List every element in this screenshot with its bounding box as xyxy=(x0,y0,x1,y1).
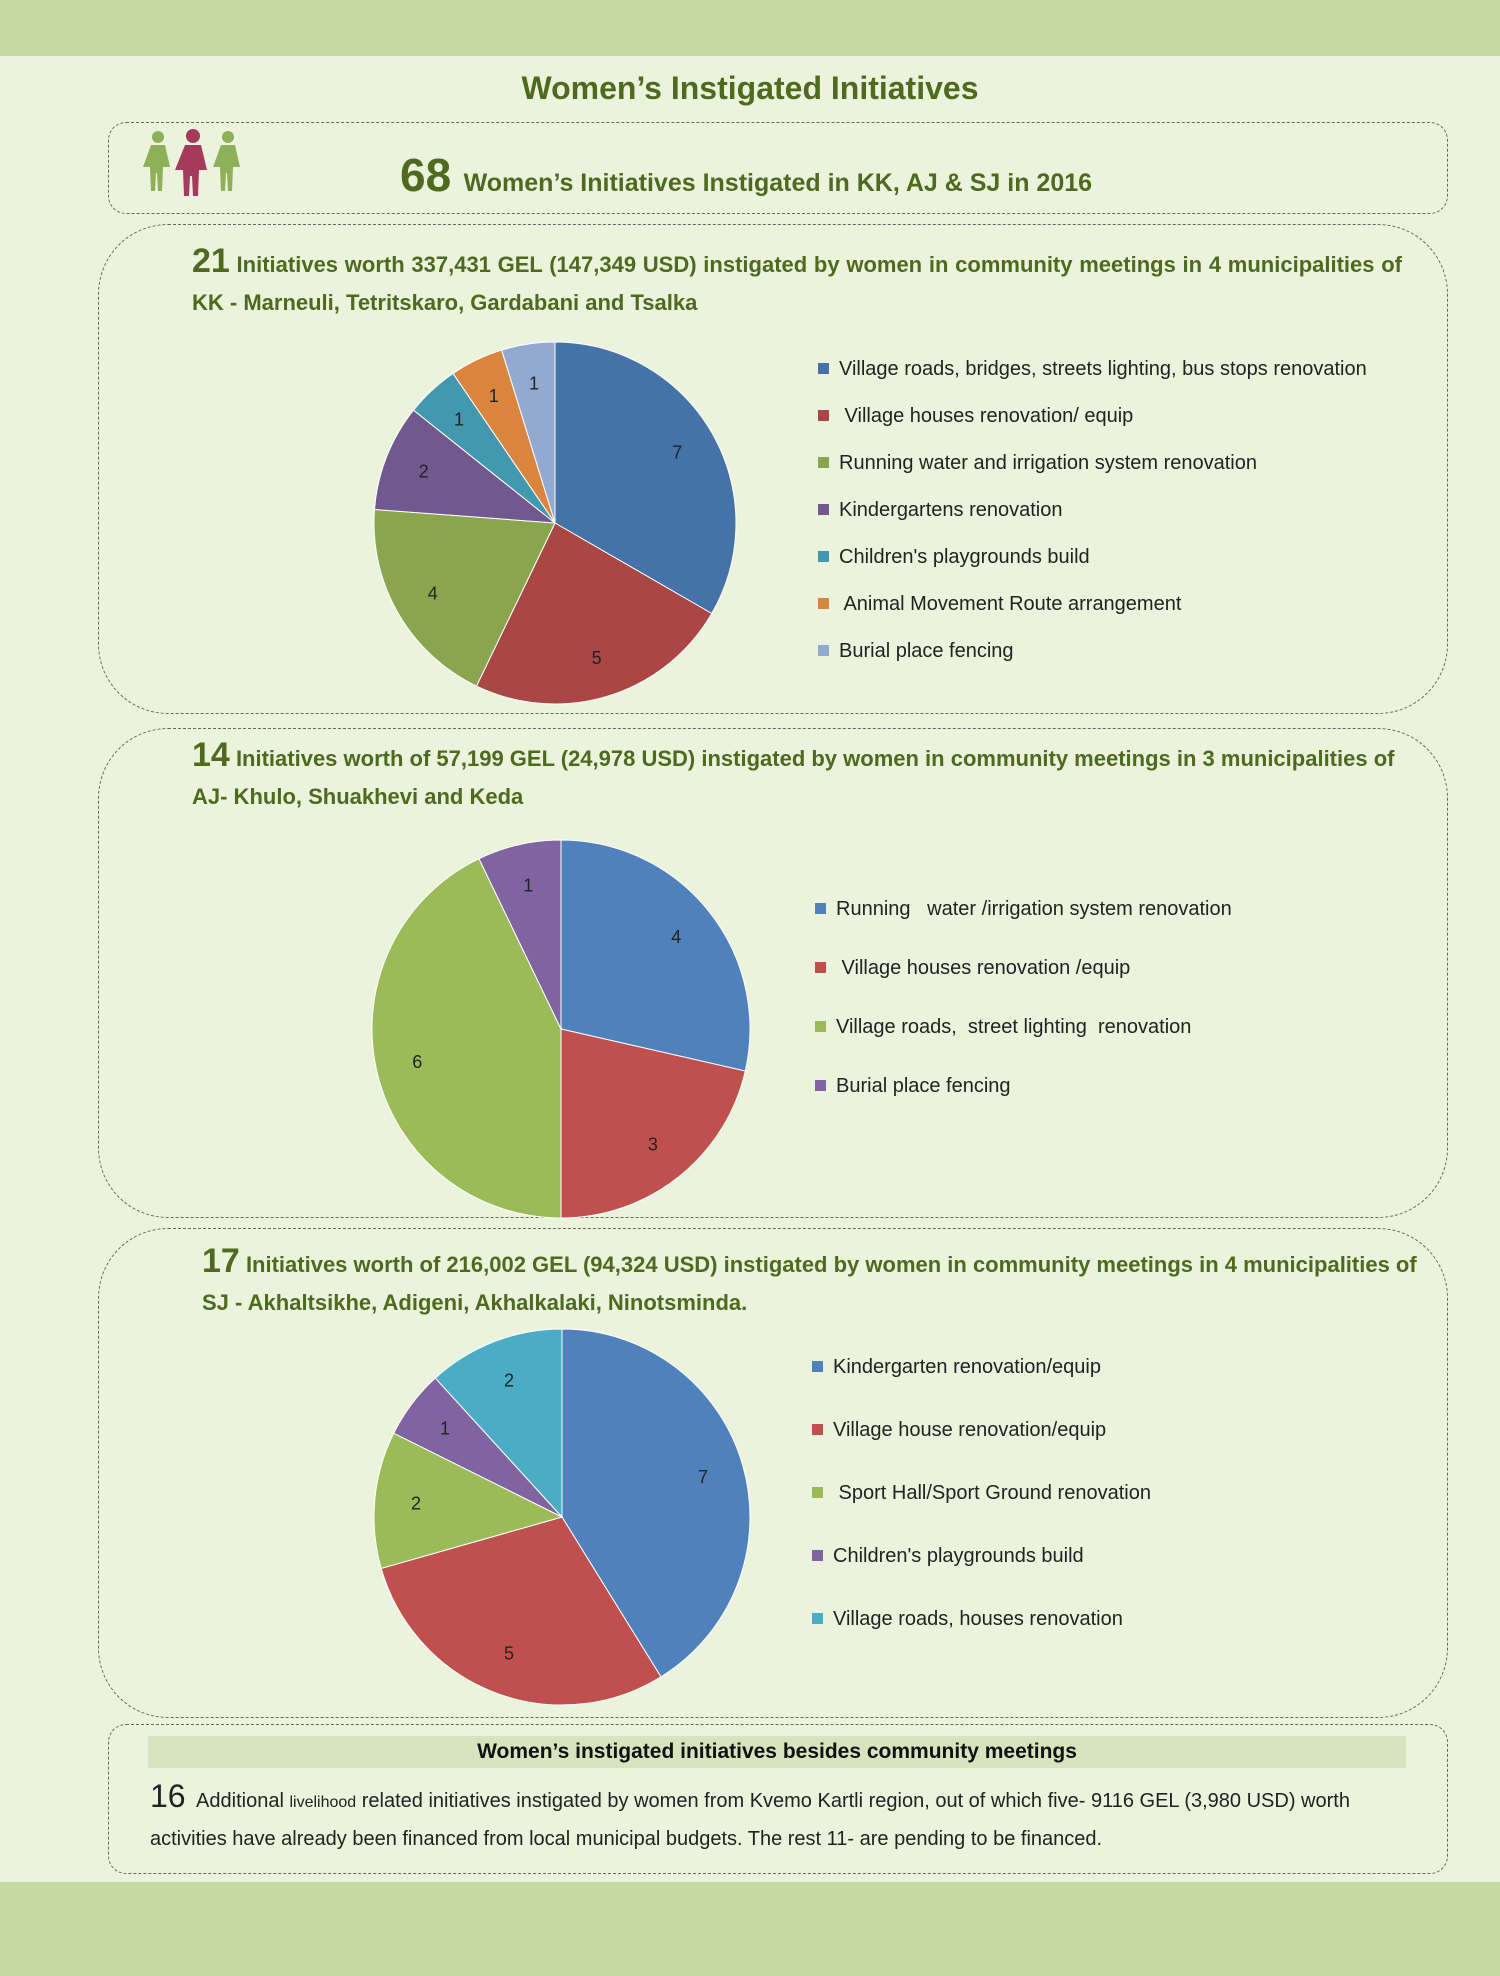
panel-sj-count: 17 xyxy=(202,1242,240,1280)
legend-swatch xyxy=(818,504,829,515)
slice-label: 1 xyxy=(523,875,534,896)
footer-heading: Women’s instigated initiatives besides community meetings xyxy=(148,1736,1406,1768)
legend-swatch xyxy=(812,1550,823,1561)
legend-swatch xyxy=(818,410,829,421)
footer-word1: Additional xyxy=(196,1790,284,1812)
legend-item xyxy=(818,358,1367,381)
slice-label: 4 xyxy=(671,927,682,948)
footer-body: related initiatives instigated by women from Kvemo Kartli region, out of which five- 9116 GEL (3,980 USD) worth activities have already been financed from local municipal budgets. The rest 11- are pending to be financed. xyxy=(150,1790,1350,1850)
legend-item xyxy=(818,640,1014,663)
panel-kk-title xyxy=(192,242,1402,322)
legend-label: Sport Hall/Sport Ground renovation xyxy=(833,1482,1151,1504)
pie-chart-aj xyxy=(368,836,754,1222)
slice-label: 1 xyxy=(488,385,499,406)
panel-aj-text: Initiatives worth of 57,199 GEL (24,978 USD) instigated by women in community meetings in 3 municipalities of AJ- Khulo, Shuakhevi and Keda xyxy=(192,746,1395,809)
slice-label: 7 xyxy=(672,442,683,463)
legend-item xyxy=(812,1545,1084,1568)
legend-item xyxy=(815,898,1232,921)
slice-label: 1 xyxy=(528,373,539,394)
legend-item xyxy=(812,1608,1123,1631)
legend-swatch xyxy=(815,962,826,973)
footer-word2: livelihood xyxy=(289,1794,357,1811)
legend-swatch xyxy=(818,457,829,468)
slice-label: 5 xyxy=(504,1643,515,1664)
legend-label: Children's playgrounds build xyxy=(839,546,1090,568)
legend-label: Village houses renovation /equip xyxy=(836,957,1131,979)
slice-label: 4 xyxy=(427,583,438,604)
summary-headline xyxy=(400,148,1092,202)
panel-sj-text: Initiatives worth of 216,002 GEL (94,324 USD) instigated by women in community meetings in 4 municipalities of SJ - Akhaltsikhe, Adigeni, Akhalkalaki, Ninotsminda. xyxy=(202,1252,1417,1315)
legend-item xyxy=(815,1016,1191,1039)
footer-count: 16 xyxy=(150,1778,186,1814)
legend-label: Running water and irrigation system renovation xyxy=(839,452,1257,474)
panel-kk-count: 21 xyxy=(192,242,230,280)
panel-aj-count: 14 xyxy=(192,736,230,774)
legend-swatch xyxy=(812,1487,823,1498)
pie-chart-kk xyxy=(370,338,740,708)
summary-label: Women’s Initiatives Instigated in KK, AJ & SJ in 2016 xyxy=(463,169,1093,197)
slice-label: 2 xyxy=(410,1493,421,1514)
slice-label: 5 xyxy=(591,647,602,668)
page-title: Women’s Instigated Initiatives xyxy=(521,70,979,106)
legend-item xyxy=(815,1075,1011,1098)
legend-label: Burial place fencing xyxy=(839,640,1014,662)
slice-label: 7 xyxy=(698,1466,709,1487)
footer-text xyxy=(150,1778,1420,1857)
panel-sj-title xyxy=(202,1242,1422,1322)
legend-item xyxy=(812,1482,1151,1505)
legend-label: Village house renovation/equip xyxy=(833,1419,1107,1441)
legend-swatch xyxy=(818,551,829,562)
legend-swatch xyxy=(815,1080,826,1091)
legend-item xyxy=(812,1419,1106,1442)
legend-swatch xyxy=(818,645,829,656)
slice-label: 1 xyxy=(453,409,464,430)
legend-label: Animal Movement Route arrangement xyxy=(839,593,1182,615)
pie-chart-sj xyxy=(370,1325,754,1709)
legend-label: Village roads, bridges, streets lighting, bus stops renovation xyxy=(839,358,1367,380)
summary-count: 68 xyxy=(400,149,452,201)
legend-label: Village roads, houses renovation xyxy=(833,1608,1123,1630)
legend-label: Children's playgrounds build xyxy=(833,1545,1084,1567)
top-band xyxy=(0,0,1500,56)
legend-swatch xyxy=(818,363,829,374)
legend-swatch xyxy=(815,1021,826,1032)
legend-item xyxy=(818,499,1062,522)
legend-item xyxy=(815,957,1130,980)
legend-item xyxy=(818,452,1257,475)
panel-aj-title xyxy=(192,736,1412,816)
legend-item xyxy=(818,405,1133,428)
slice-label: 2 xyxy=(418,461,429,482)
legend-item xyxy=(818,593,1181,616)
legend-swatch xyxy=(812,1361,823,1372)
legend-swatch xyxy=(812,1424,823,1435)
legend-swatch xyxy=(815,903,826,914)
legend-label: Kindergartens renovation xyxy=(839,499,1063,521)
legend-label: Running water /irrigation system renovation xyxy=(836,898,1232,920)
slice-label: 2 xyxy=(504,1370,515,1391)
legend-item xyxy=(812,1356,1101,1379)
slice-label: 3 xyxy=(647,1134,658,1155)
legend-label: Burial place fencing xyxy=(836,1075,1011,1097)
bottom-band xyxy=(0,1882,1500,1976)
slice-label: 6 xyxy=(412,1051,423,1072)
women-icon xyxy=(138,128,248,198)
slice-label: 1 xyxy=(439,1418,450,1439)
panel-kk-text: Initiatives worth 337,431 GEL (147,349 USD) instigated by women in community meetings in 4 municipalities of KK - Marneuli, Tetritskaro, Gardabani and Tsalka xyxy=(192,252,1402,315)
legend-item xyxy=(818,546,1090,569)
legend-swatch xyxy=(818,598,829,609)
legend-label: Village roads, street lighting renovation xyxy=(836,1016,1192,1038)
legend-label: Village houses renovation/ equip xyxy=(839,405,1134,427)
legend-swatch xyxy=(812,1613,823,1624)
legend-label: Kindergarten renovation/equip xyxy=(833,1356,1101,1378)
